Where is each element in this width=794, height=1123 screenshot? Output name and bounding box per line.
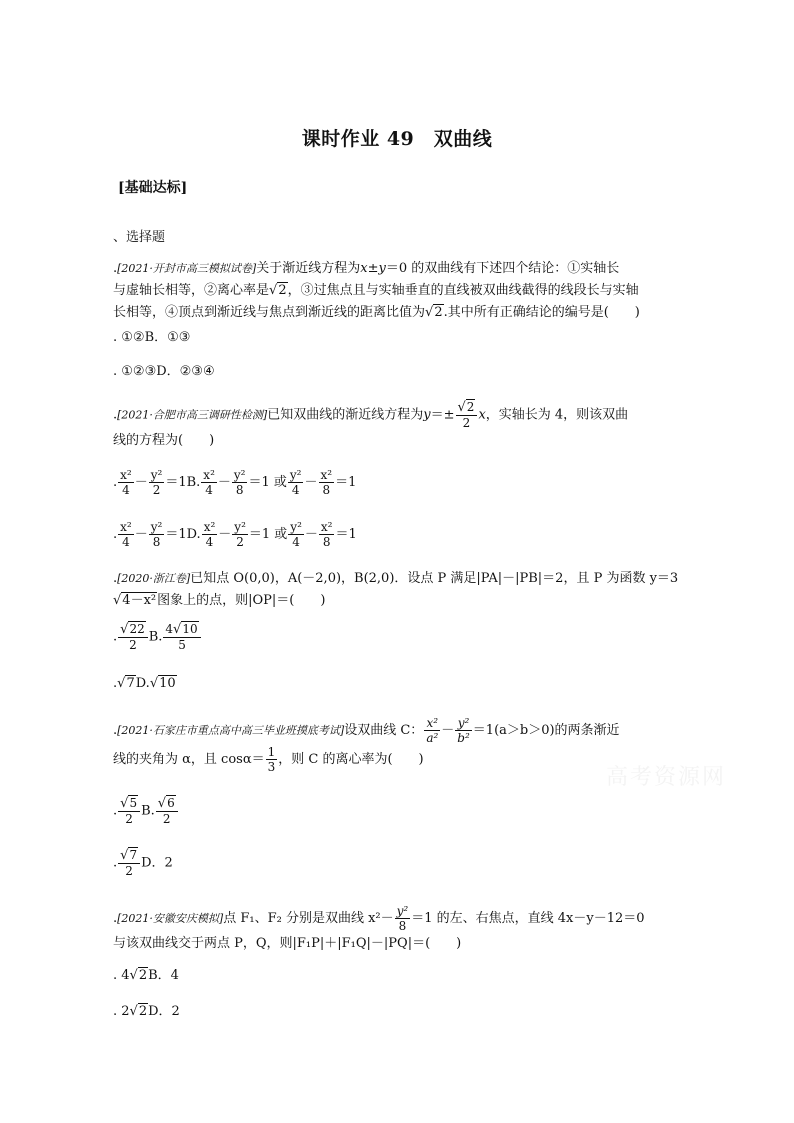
- subsection-heading: 、选择题: [113, 230, 166, 245]
- question-source: [2021·石家庄市重点高中高三毕业班摸底考试]: [117, 724, 345, 737]
- question-3: .[2020·浙江卷]已知点 O(0,0)，A(－2,0)，B(2,0)．设点 P 满足|PA|－|PB|＝2，且 P 为函数 y＝3 √4－x²图象上的点，则|OP|＝( ): [113, 568, 683, 612]
- question-source: [2020·浙江卷]: [117, 572, 191, 585]
- question-4-options-cd: . $\frac{√7}{2}$ D．2: [113, 848, 173, 878]
- question-5-options-cd: . 2√2D．2: [113, 1004, 180, 1019]
- question-2-options-ab: . $\frac{\text{x²}}{4}$ － $\frac{\text{y²}}{2}$ ＝1B. $\frac{\text{x²}}{4}$ － $\frac{\text{y²}}{8}$ ＝1 或 $\frac{\text{y²}}{4}$ － $\frac{\text{x²}}{8}$ ＝1: [113, 468, 357, 497]
- watermark: 高考资源网: [606, 765, 727, 790]
- question-2: .[2021·合肥市高三调研性检测]已知双曲线的渐近线方程为y＝± $\frac{√2}{2}$ x，实轴长为 4，则该双曲 线的方程为( ): [113, 400, 629, 448]
- page-title: 课时作业 49 双曲线: [301, 128, 493, 150]
- sqrt-expression: √2: [425, 305, 443, 320]
- question-3-options-ab: . $\frac{√22}{2}$ B. $\frac{4√10}{5}$: [113, 622, 202, 652]
- question-source: [2021·合肥市高三调研性检测]: [117, 408, 268, 422]
- question-4: .[2021·石家庄市重点高中高三毕业班摸底考试]设双曲线 C： $\frac{\text{x²}}{\text{a²}}$ － $\frac{\text{y²}}{\text{b²}}$ ＝1(a＞b＞0)的两条渐近 线的夹角为 α，且 cosα＝ $\frac{1}{3}$ ，则 C 的离心率为( ): [113, 716, 620, 774]
- question-5: .[2021·安徽安庆模拟]点 F₁、F₂ 分别是双曲线 x²－ $\frac{\text{y²}}{8}$ ＝1 的左、右焦点，直线 4x－y－12＝0 与该双曲线交于两点 P，Q，则|F₁P|＋|F₁Q|－|PQ|＝( ): [113, 904, 645, 951]
- question-5-options-ab: . 4√2B．4: [113, 968, 179, 983]
- sqrt-expression: √4－x²: [113, 593, 157, 608]
- section-label: [基础达标]: [118, 180, 188, 196]
- question-1: .[2021·开封市高三模拟试卷]关于渐近线方程为x±y＝0 的双曲线有下述四个结论：①实轴长 与虚轴长相等，②离心率是√2，③过焦点且与实轴垂直的直线被双曲线截得的线段长与实轴 长相等，④顶点到渐近线与焦点到渐近线的距离比值为√2.其中所有正确结论的编号是( ): [113, 258, 683, 324]
- question-1-options-cd: . ①②③D．②③④: [113, 364, 215, 379]
- sqrt-expression: √2: [269, 283, 287, 298]
- question-source: [2021·安徽安庆模拟]: [117, 912, 224, 925]
- question-3-options-cd: .√7D.√10: [113, 676, 176, 691]
- fraction: $\frac{√2}{2}$: [456, 400, 478, 430]
- question-1-options-ab: . ①②B．①③: [113, 330, 191, 345]
- question-2-options-cd: . $\frac{\text{x²}}{4}$ － $\frac{\text{y²}}{8}$ ＝1D. $\frac{\text{x²}}{4}$ － $\frac{\text{y²}}{2}$ ＝1 或 $\frac{\text{y²}}{4}$ － $\frac{\text{x²}}{8}$ ＝1: [113, 520, 357, 549]
- question-source: [2021·开封市高三模拟试卷]: [117, 262, 257, 275]
- question-4-options-ab: . $\frac{√5}{2}$ B. $\frac{√6}{2}$: [113, 796, 179, 826]
